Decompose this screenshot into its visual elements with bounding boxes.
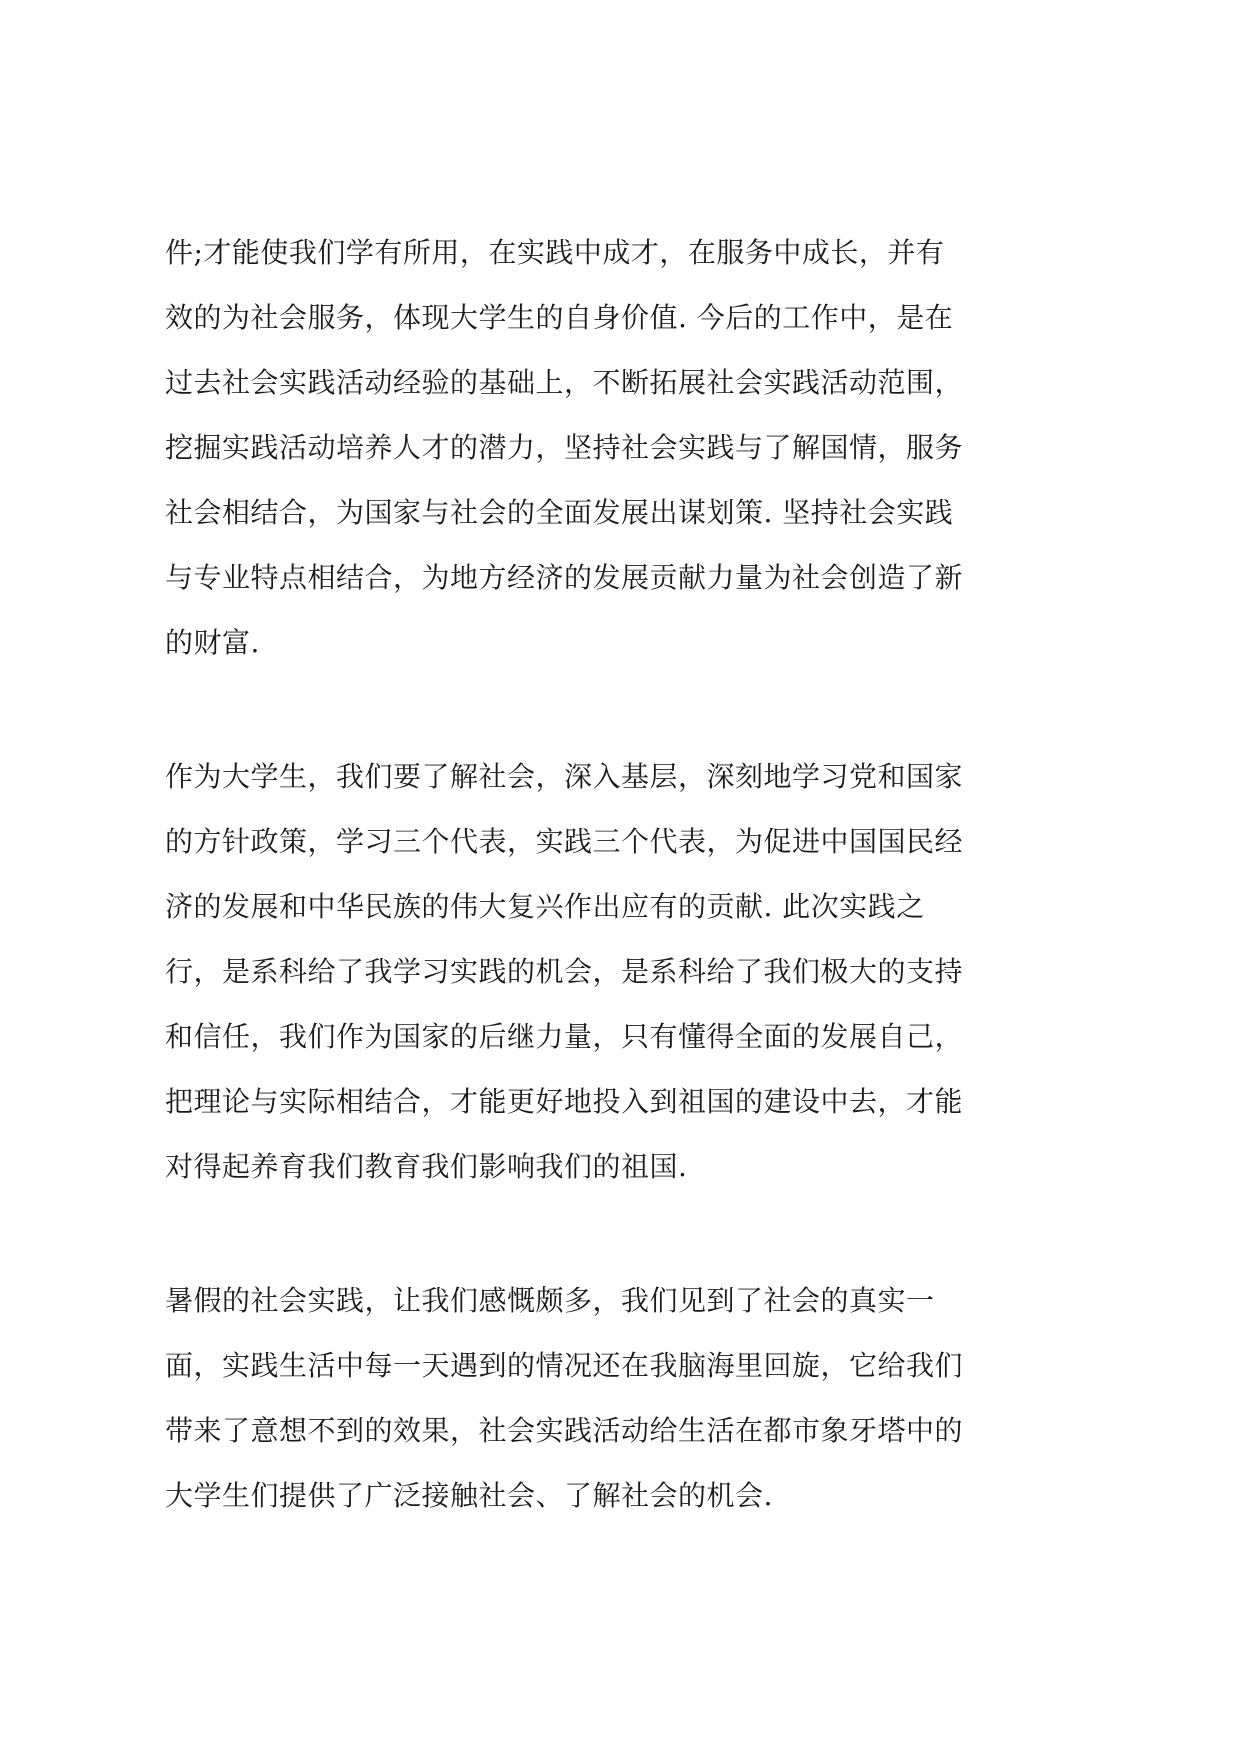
text-line: 济的发展和中华民族的伟大复兴作出应有的贡献. 此次实践之 <box>165 890 925 923</box>
body-paragraph <box>165 220 963 675</box>
text-line: 过去社会实践活动经验的基础上，不断拓展社会实践活动范围， <box>165 366 964 399</box>
text-line: 挖掘实践活动培养人才的潜力，坚持社会实践与了解国情，服务 <box>165 431 964 464</box>
text-line: 暑假的社会实践，让我们感慨颇多，我们见到了社会的真实一 <box>165 1284 935 1317</box>
text-line: 对得起养育我们教育我们影响我们的祖国. <box>165 1150 688 1183</box>
text-line: 的方针政策，学习三个代表，实践三个代表，为促进中国国民经 <box>165 825 964 858</box>
body-paragraph <box>165 1268 963 1528</box>
text-line: 行，是系科给了我学习实践的机会，是系科给了我们极大的支持 <box>165 955 964 988</box>
text-line: 与专业特点相结合，为地方经济的发展贡献力量为社会创造了新 <box>165 561 964 594</box>
text-line: 的财富. <box>165 626 260 659</box>
text-line: 和信任，我们作为国家的后继力量，只有懂得全面的发展自己， <box>165 1020 964 1053</box>
text-line: 大学生们提供了广泛接触社会、了解社会的机会. <box>165 1479 773 1512</box>
text-line: 效的为社会服务，体现大学生的自身价值. 今后的工作中，是在 <box>165 301 954 334</box>
text-line: 把理论与实际相结合，才能更好地投入到祖国的建设中去，才能 <box>165 1085 964 1118</box>
text-line: 面，实践生活中每一天遇到的情况还在我脑海里回旋，它给我们 <box>165 1349 964 1382</box>
text-line: 件;才能使我们学有所用，在实践中成才，在服务中成长，并有 <box>165 236 945 269</box>
text-line: 社会相结合，为国家与社会的全面发展出谋划策. 坚持社会实践 <box>165 496 954 529</box>
text-line: 作为大学生，我们要了解社会，深入基层，深刻地学习党和国家 <box>165 760 964 793</box>
body-paragraph <box>165 744 963 1199</box>
text-line: 带来了意想不到的效果，社会实践活动给生活在都市象牙塔中的 <box>165 1414 964 1447</box>
